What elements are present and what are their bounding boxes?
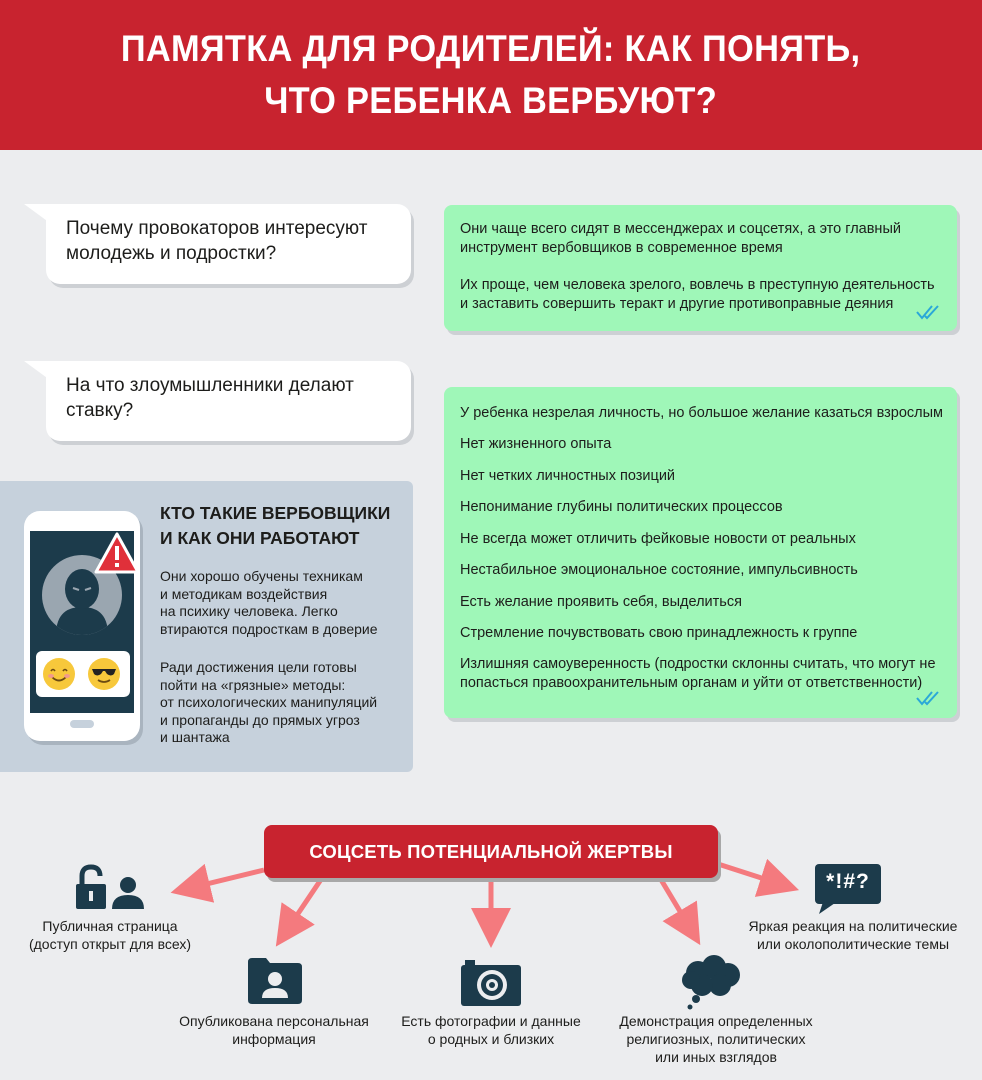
- answer-2-last-line-1: Излишняя самоуверенность (подростки склонны считать, что могут не: [460, 656, 936, 672]
- arrow-to-personal-info: [287, 878, 322, 930]
- answer-2-item: Нет четких личностных позиций: [460, 468, 676, 484]
- page-header: [0, 0, 982, 150]
- title-line-1: ПАМЯТКА ДЛЯ РОДИТЕЛЕЙ: КАК ПОНЯТЬ,: [121, 28, 861, 69]
- text-line: и пропаганды до прямых угроз: [160, 711, 360, 728]
- social-item-public-page: [10, 917, 210, 953]
- social-network-banner: [264, 825, 718, 878]
- text-line: и шантажа: [160, 729, 230, 745]
- text-line: Демонстрация определенных: [619, 1013, 813, 1029]
- smile-emoji-icon: [42, 657, 76, 691]
- text-line: на психику человека. Легко: [160, 603, 338, 619]
- answer-2-item: Нет жизненного опыта: [460, 436, 612, 452]
- recruiters-title-line-2: И КАК ОНИ РАБОТАЮТ: [160, 528, 360, 548]
- text-line: (доступ открыт для всех): [28, 936, 192, 952]
- folder-user-icon: [248, 958, 302, 1004]
- bubble-tail: [24, 361, 54, 383]
- answer-2-item: Не всегда может отличить фейковые новости от реальных: [460, 531, 856, 547]
- recruiters-paragraph-2: [160, 659, 405, 747]
- bubble-tail: [24, 204, 54, 226]
- text-line: Они хорошо обучены техникам: [160, 568, 363, 584]
- social-item-views: [596, 1012, 836, 1066]
- answer-1-p2-line-1: Их проще, чем человека зрелого, вовлечь в преступную деятельность: [460, 277, 935, 293]
- question-1-line-1: Почему провокаторов интересуют: [66, 218, 368, 239]
- answer-2-item: У ребенка незрелая личность, но большое желание казаться взрослым: [460, 405, 943, 421]
- text-line: информация: [232, 1031, 316, 1047]
- text-line: Опубликована персональная: [179, 1013, 369, 1029]
- warning-icon: [94, 532, 140, 574]
- answer-1-p1-line-1: Они чаще всего сидят в мессенджерах и соцсетях, а это главный: [460, 221, 901, 237]
- social-network-label: СОЦСЕТЬ ПОТЕНЦИАЛЬНОЙ ЖЕРТВЫ: [309, 840, 673, 862]
- answer-2-item: Нестабильное эмоциональное состояние, импульсивность: [460, 562, 858, 578]
- answer-2-item: Стремление почувствовать свою принадлежность к группе: [460, 625, 858, 641]
- answer-1-p1-line-2: инструмент вербовщиков в современное время: [460, 240, 783, 256]
- camera-icon: [461, 960, 521, 1006]
- answer-1-paragraph-2: [460, 276, 943, 314]
- sunglasses-emoji-icon: [87, 657, 121, 691]
- answer-1-paragraph-1: [460, 220, 943, 258]
- answer-1-p2-line-2: и заставить совершить теракт и другие противоправные деяния: [460, 296, 894, 312]
- question-2-line-1: На что злоумышленники делают: [66, 375, 354, 396]
- text-line: Яркая реакция на политические: [748, 918, 958, 934]
- swear-glyphs: *!#?: [826, 870, 870, 893]
- answer-2-item-last: [460, 655, 943, 693]
- thought-cloud-icon: [680, 955, 744, 1011]
- text-line: втираются подросткам в доверие: [160, 620, 378, 637]
- arrow-to-views: [660, 878, 690, 928]
- recruiters-paragraph-1: [160, 568, 405, 638]
- answer-2-item: Есть желание проявить себя, выделиться: [460, 594, 742, 610]
- answer-2-last-line-2: попасться правоохранительным органам и уйти от ответственности): [460, 675, 923, 691]
- social-item-photos: [380, 1012, 602, 1048]
- text-line: о родных и близких: [427, 1031, 555, 1047]
- text-line: пойти на «грязные» методы:: [160, 676, 346, 693]
- text-line: Публичная страница: [42, 918, 178, 934]
- text-line: религиозных, политических: [626, 1031, 806, 1047]
- text-line: от психологических манипуляций: [160, 694, 378, 710]
- question-bubble-1: [46, 204, 411, 284]
- question-1-line-2: молодежь и подростки?: [66, 243, 277, 264]
- answer-bubble-2: [444, 387, 957, 718]
- speech-swear-icon: [815, 864, 881, 908]
- page-title: [121, 23, 861, 127]
- double-check-icon: [916, 689, 944, 707]
- arrow-to-public-page: [190, 870, 264, 888]
- arrow-to-reaction: [718, 864, 780, 884]
- text-line: Есть фотографии и данные: [401, 1013, 581, 1029]
- text-line: и методикам воздействия: [160, 585, 328, 602]
- answer-bubble-1: [444, 205, 957, 331]
- answer-2-item: Непонимание глубины политических процессов: [460, 499, 783, 515]
- social-item-reaction: [734, 917, 972, 953]
- phone-home-button: [70, 720, 94, 728]
- question-2-line-2: ставку?: [66, 400, 134, 421]
- recruiters-title-line-1: КТО ТАКИЕ ВЕРБОВЩИКИ: [160, 503, 391, 523]
- text-line: или иных взглядов: [655, 1049, 777, 1065]
- recruiters-title: [160, 501, 400, 551]
- lock-user-icon: [76, 864, 146, 910]
- title-line-2: ЧТО РЕБЕНКА ВЕРБУЮТ?: [264, 80, 718, 121]
- double-check-icon: [916, 303, 944, 321]
- text-line: Ради достижения цели готовы: [160, 659, 357, 675]
- question-bubble-2: [46, 361, 411, 441]
- text-line: или околополитические темы: [756, 936, 950, 952]
- social-item-personal-info: [160, 1012, 388, 1048]
